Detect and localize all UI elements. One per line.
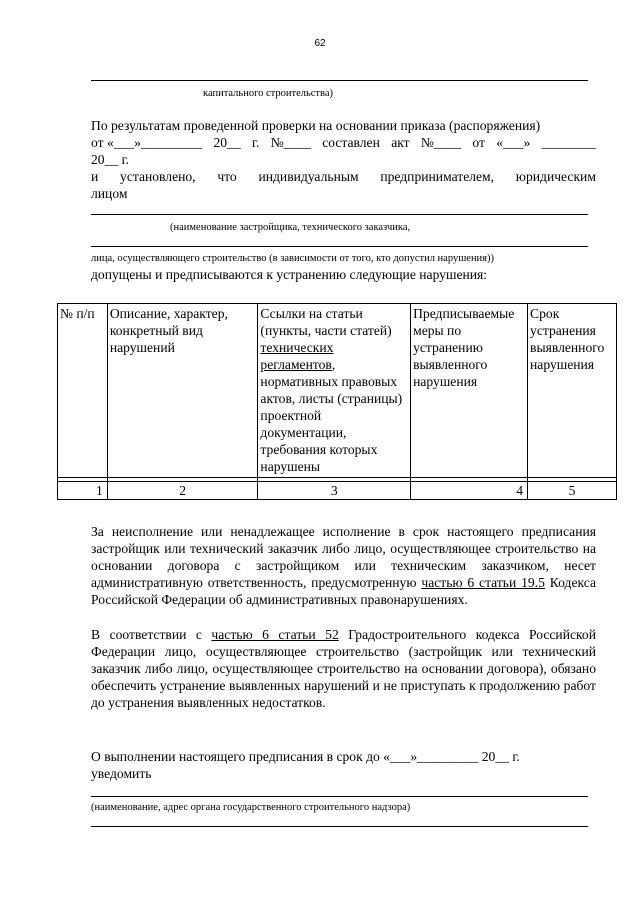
article-52-link[interactable]: частью 6 статьи 52 [211,627,339,642]
caption-authority: (наименование, адрес органа государственного строительного надзора) [91,802,411,813]
intro-line-5: лицом [91,186,128,201]
caption-builder: (наименование застройщика, технического заказчика, [170,222,411,233]
intro-word: предпринимателем, [380,169,495,184]
header-references-text: Ссылки на статьи (пункты, части статей) [260,306,392,338]
accordance-paragraph [91,626,596,711]
admitted-text: допущены и предписываются к устранению следующие нарушения: [91,267,488,282]
intro-line-4 [91,168,596,185]
caption-capital-construction: капитального строительства) [203,88,333,99]
column-number: 3 [258,482,411,500]
intro-word: г. [251,135,260,150]
blank-line-bottom [91,826,588,827]
accordance-text-end: Градостроительного кодекса Российской Федерации лицо, осуществляющее строительство (застройщик или технический заказчик либо лицо, осуществляющее строительство на основании договора), обязано обеспечить устранение выявленных нарушений и не приступать к продолжению работ до устранения выявленных недостатков. [91,627,596,710]
header-deadline: Срок устранения выявленного нарушения [528,304,617,478]
notify-paragraph [91,748,596,782]
intro-word: юридическим [515,169,596,184]
table-number-row [58,482,617,500]
intro-paragraph [91,117,596,202]
liability-paragraph [91,523,596,608]
blank-line-authority [91,796,588,797]
notify-line-2: уведомить [91,766,152,781]
intro-word: от [472,135,485,150]
intro-word: что [217,169,237,184]
intro-word: 20__ [213,135,241,150]
technical-regulations-link[interactable]: технических регламентов [260,340,334,372]
header-number: № п/п [58,304,108,478]
table-header-row [58,304,617,478]
blank-line-builder [91,214,588,215]
notify-line-1: О выполнении настоящего предписания в срок до «___»_________ 20__ г. [91,749,520,764]
intro-word: «___» [496,135,531,150]
page-number: 62 [314,38,326,49]
intro-word: составлен [322,135,380,150]
intro-word: установлено, [120,169,196,184]
intro-word: и [91,169,99,184]
caption-person: лица, осуществляющего строительство (в зависимости от того, кто допустил нарушения)) [91,253,495,264]
column-number: 2 [107,482,258,500]
intro-word: №____ [420,135,462,150]
liability-text: За неисполнение или ненадлежащее исполнение в срок настоящего предписания застройщик или технический заказчик либо лицо, осуществляющее строительство на основании договора с застройщиком или техническим заказчиком, несет административную ответственность, предусмотренную [91,524,596,590]
intro-word: ________ [541,135,596,150]
accordance-text: В соответствии с [91,627,212,642]
header-references-text-end: , нормативных правовых актов, листы (страницы) проектной документации, требования которых нарушены [260,357,403,474]
column-number: 4 [411,482,528,500]
intro-line-3: 20__ г. [91,152,130,167]
intro-line-1: По результатам проведенной проверки на основании приказа (распоряжения) [91,118,541,133]
header-references [258,304,411,478]
intro-word: акт [391,135,410,150]
article-19-5-link[interactable]: частью 6 статьи 19.5 [421,575,545,590]
header-measures: Предписываемые меры по устранению выявленного нарушения [411,304,528,478]
blank-line-person [91,246,588,247]
violations-table [57,303,617,500]
column-number: 5 [528,482,617,500]
intro-word: №____ [270,135,311,150]
intro-line-2 [91,134,596,151]
intro-word: индивидуальным [258,169,359,184]
header-description: Описание, характер, конкретный вид нарушений [107,304,258,478]
column-number: 1 [58,482,108,500]
blank-line-top [91,80,588,81]
intro-word: от «___»_________ [91,135,203,150]
liability-text-end: Кодекса Российской Федерации об административных правонарушениях. [91,575,596,607]
